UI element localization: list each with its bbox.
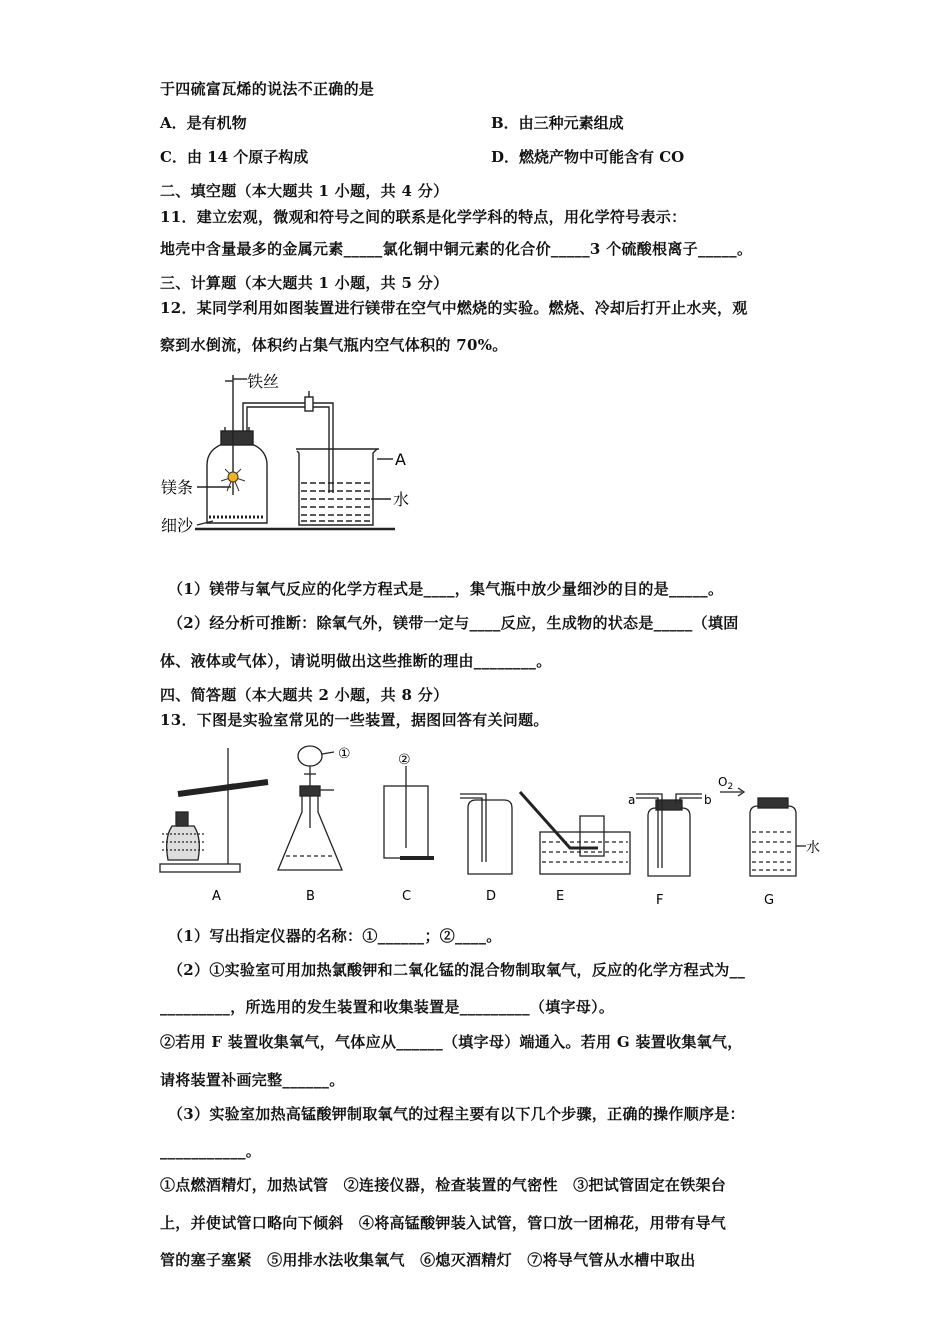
section-heading-calc: 三、计算题（本大题共 1 小题，共 5 分） (160, 274, 449, 292)
question-12-stem-cont: 察到水倒流，体积约占集气瓶内空气体积的 70%。 (160, 336, 508, 354)
label-f: F (656, 893, 664, 908)
label-a: A (395, 450, 406, 469)
question-13-part-2-cont: _________，所选用的发生装置和收集装置是_________（填字母）。 (160, 998, 615, 1016)
rubber-stopper (221, 431, 253, 445)
option-d: D．燃烧产物中可能含有 CO (491, 148, 685, 166)
beaker (297, 449, 377, 525)
label-water-g: 水 (806, 840, 820, 856)
apparatus-a (160, 748, 268, 872)
label-o2: $O_2$ (718, 775, 734, 792)
steps-line-3: 管的塞子塞紧 ⑤用排水法收集氧气 ⑥熄灭酒精灯 ⑦将导气管从水槽中取出 (160, 1251, 696, 1269)
steps-line-1: ①点燃酒精灯，加热试管 ②连接仪器，检查装置的气密性 ③把试管固定在铁架台 (160, 1176, 727, 1194)
water-clamp (305, 397, 313, 411)
steps-line-2: 上，并使试管口略向下倾斜 ④将高锰酸钾装入试管，管口放一团棉花，用带有导气 (160, 1214, 727, 1232)
apparatus-f (636, 794, 702, 876)
question-12-stem: 12．某同学利用如图装置进行镁带在空气中燃烧的实验。燃烧、冷却后打开止水夹，观 (160, 299, 748, 317)
label-e: E (556, 889, 565, 904)
question-12-part-1: （1）镁带与氧气反应的化学方程式是____，集气瓶中放少量细沙的目的是_____。 (168, 580, 724, 598)
apparatus-b (278, 746, 342, 870)
apparatus-e (520, 792, 630, 874)
apparatus-d (460, 794, 512, 874)
label-b: B (306, 889, 315, 904)
question-10-stem-tail: 于四硫富瓦烯的说法不正确的是 (160, 80, 375, 98)
question-11-stem: 11．建立宏观，微观和符号之间的联系是化学学科的特点，用化学符号表示： (160, 208, 687, 226)
question-11-blanks: 地壳中含量最多的金属元素_____氯化铜中铜元素的化合价_____3 个硫酸根离子_____。 (160, 240, 753, 258)
question-13-part-3-blank: ___________。 (160, 1142, 262, 1160)
question-13-part-1: （1）写出指定仪器的名称：①______；②____。 (168, 927, 502, 945)
label-iron-wire: 铁丝 (247, 372, 280, 391)
port-b: b (704, 793, 712, 807)
question-13-part-2b-cont: 请将装置补画完整______。 (160, 1071, 345, 1089)
question-13-part-2: （2）①实验室可用加热氯酸钾和二氧化锰的混合物制取氧气，反应的化学方程式为__ (168, 961, 746, 979)
apparatus-c (384, 766, 434, 858)
port-a: a (628, 793, 636, 807)
label-magnesium: 镁条 (161, 478, 194, 497)
section-heading-fill: 二、填空题（本大题共 1 小题，共 4 分） (160, 182, 449, 200)
label-d: D (486, 889, 497, 904)
mark-2: ② (398, 752, 411, 768)
label-c: C (402, 889, 412, 904)
label-g: G (764, 893, 775, 908)
label-sand: 细沙 (161, 516, 194, 535)
question-13-stem: 13．下图是实验室常见的一些装置，据图回答有关问题。 (160, 711, 549, 729)
question-12-part-2-cont: 体、液体或气体），请说明做出这些推断的理由________。 (160, 652, 552, 670)
label-water: 水 (393, 490, 410, 509)
apparatus-g (720, 788, 806, 876)
section-heading-short-answer: 四、简答题（本大题共 2 小题，共 8 分） (160, 686, 449, 704)
label-a: A (212, 889, 221, 904)
option-b: B．由三种元素组成 (491, 114, 624, 132)
figure-lab-apparatus (150, 742, 830, 912)
option-c: C．由 14 个原子构成 (160, 148, 309, 166)
delivery-tube (243, 403, 333, 493)
option-a: A．是有机物 (160, 114, 247, 132)
question-13-part-2b: ②若用 F 装置收集氧气，气体应从______（填字母）端通入。若用 G 装置收集氧气， (160, 1033, 743, 1051)
question-13-part-3: （3）实验室加热高锰酸钾制取氧气的过程主要有以下几个步骤，正确的操作顺序是： (168, 1105, 745, 1123)
question-12-part-2: （2）经分析可推断：除氧气外，镁带一定与____反应，生成物的状态是_____（填固 (168, 614, 739, 632)
figure-mg-combustion (155, 365, 435, 545)
mark-1: ① (338, 746, 351, 762)
